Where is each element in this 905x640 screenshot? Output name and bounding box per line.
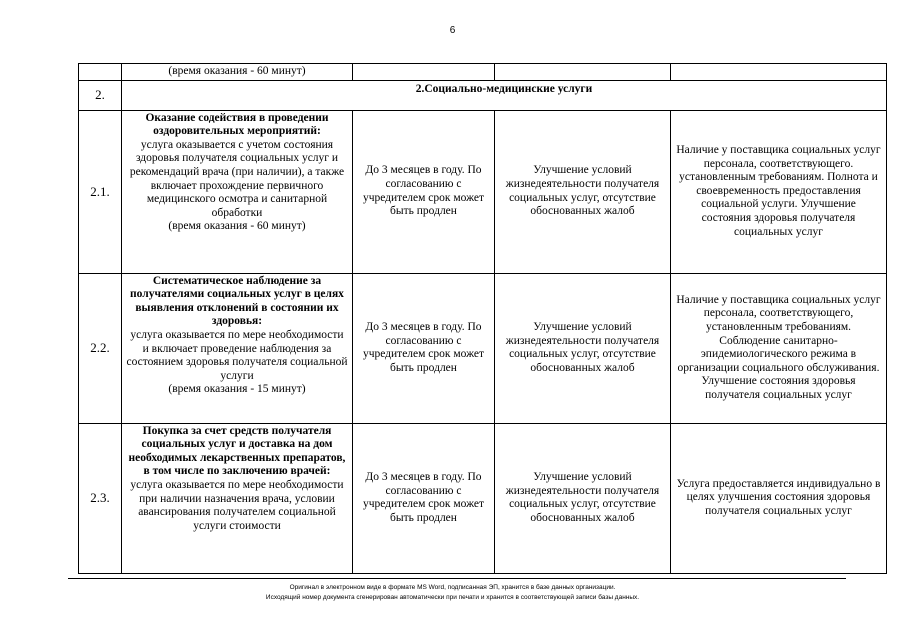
row-number: 2.1. [79, 110, 122, 273]
service-title: Систематическое наблюдение за получателями социальных услуг в целях выявления отклонений в состоянии их здоровья: [130, 274, 344, 328]
footer-rule [68, 578, 846, 579]
page-number: 6 [449, 25, 456, 36]
section-number: 2. [79, 80, 122, 110]
section-title: 2.Социально-медицинские услуги [122, 80, 887, 110]
table-cell [671, 64, 887, 81]
table-cell [79, 64, 122, 81]
row-number: 2.2. [79, 273, 122, 423]
table-cell [353, 64, 495, 81]
table-row [79, 423, 887, 573]
conditions-cell: Услуга предоставляется индивидуально в целях улучшения состояния здоровья получателя социальных услуг [671, 423, 887, 573]
term-cell: До 3 месяцев в году. По согласованию с учредителем срок может быть продлен [353, 273, 495, 423]
service-duration: (время оказания - 60 минут) [168, 220, 306, 233]
section-row [79, 80, 887, 110]
service-cell [122, 273, 353, 423]
services-table [78, 63, 887, 574]
service-description: услуга оказывается по мере необходимости и включает проведение наблюдения за состоянием здоровья получателя социальной услуги [126, 328, 348, 382]
result-cell: Улучшение условий жизнедеятельности получателя социальных услуг, отсутствие обоснованных жалоб [495, 110, 671, 273]
service-cell [122, 110, 353, 273]
top-row-duration: (время оказания - 60 минут) [122, 64, 353, 81]
footer-line-2: Исходящий номер документа сгенерирован автоматически при печати и хранится в соответствующей записи базы данных. [265, 594, 640, 601]
term-cell: До 3 месяцев в году. По согласованию с учредителем срок может быть продлен [353, 110, 495, 273]
result-cell: Улучшение условий жизнедеятельности получателя социальных услуг, отсутствие обоснованных жалоб [495, 273, 671, 423]
conditions-cell: Наличие у поставщика социальных услуг персонала, соответствующего. установленным требованиям. Полнота и своевременность предоставления социальной услуги. Улучшение состояния здоровья получателя социальных услуг [671, 110, 887, 273]
table-row [79, 110, 887, 273]
conditions-cell: Наличие у поставщика социальных услуг персонала, соответствующего, установленным требованиям. Соблюдение санитарно-эпидемиологического режима в организации социального обслуживания. Улучшение состояния здоровья получателя социальных услуг [671, 273, 887, 423]
service-description: услуга оказывается по мере необходимости при наличии назначения врача, условии авансирования получателем социальной услуги стоимости [130, 478, 344, 532]
service-duration: (время оказания - 15 минут) [168, 383, 306, 396]
service-cell [122, 423, 353, 573]
term-cell: До 3 месяцев в году. По согласованию с учредителем срок может быть продлен [353, 423, 495, 573]
footer-line-1: Оригинал в электронном виде в формате MS Word, подписанная ЭП, хранится в базе данных организации. [289, 584, 616, 591]
result-cell: Улучшение условий жизнедеятельности получателя социальных услуг, отсутствие обоснованных жалоб [495, 423, 671, 573]
service-description: услуга оказывается с учетом состояния здоровья получателя социальных услуг и рекомендаций врача (при наличии), а также включает прохождение первичного медицинского осмотра и санитарной обработки [129, 138, 345, 219]
table-cell [495, 64, 671, 81]
service-title: Оказание содействия в проведении оздоровительных мероприятий: [145, 111, 329, 138]
row-number: 2.3. [79, 423, 122, 573]
table-row [79, 273, 887, 423]
service-title: Покупка за счет средств получателя социальных услуг и доставка на дом необходимых лекарственных препаратов, в том числе по заключению врачей: [128, 424, 346, 478]
table-row [79, 64, 887, 81]
